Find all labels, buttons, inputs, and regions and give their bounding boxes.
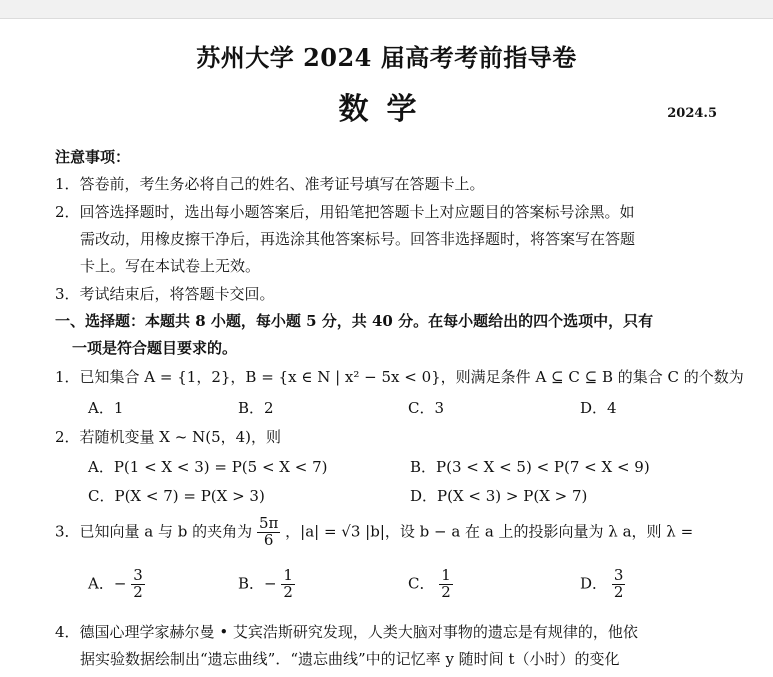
option-fraction bbox=[439, 568, 453, 601]
exam-title: 苏州大学 2024 届高考考前指导卷 bbox=[196, 43, 577, 72]
q2-option-b: B．P(3 < X < 5) < P(7 < X < 9) bbox=[410, 458, 650, 476]
q3-angle-fraction bbox=[257, 516, 280, 549]
notice-heading: 注意事项： bbox=[55, 148, 131, 166]
q2-option-c: C．P(X < 7) = P(X > 3) bbox=[88, 487, 265, 505]
notice-item: 2．回答选择题时，选出每小题答案后，用铅笔把答题卡上对应题目的答案标号涂黑。如 bbox=[55, 203, 635, 221]
notice-item: 卡上。写在本试卷上无效。 bbox=[80, 257, 261, 275]
question-2-stem: 2．若随机变量 X ~ N(5，4)，则 bbox=[55, 428, 282, 446]
exam-subject: 数学 bbox=[338, 92, 435, 127]
q3-option-c bbox=[408, 568, 453, 601]
fraction-denominator: 2 bbox=[133, 582, 143, 601]
q3-stem-part-a: 3．已知向量 a 与 b 的夹角为 bbox=[55, 522, 253, 541]
option-label: B． bbox=[238, 574, 265, 593]
option-fraction bbox=[612, 568, 626, 601]
question-4-line-1: 4．德国心理学家赫尔曼 • 艾宾浩斯研究发现，人类大脑对事物的遗忘是有规律的，他依 bbox=[55, 623, 638, 641]
q3-option-a bbox=[88, 568, 145, 601]
q3-angle-numerator: 5π bbox=[258, 514, 279, 532]
exam-date: 2024.5 bbox=[667, 106, 717, 121]
browser-top-bar bbox=[0, 0, 773, 19]
q1-option-b: B．2 bbox=[238, 399, 274, 417]
q2-option-d: D．P(X < 3) > P(X > 7) bbox=[410, 487, 588, 505]
q2-option-a: A．P(1 < X < 3) = P(5 < X < 7) bbox=[88, 458, 328, 476]
q3-stem-part-b: ，|a| = √3 |b|，设 b − a 在 a 上的投影向量为 λ a，则 λ = bbox=[285, 522, 694, 541]
fraction-denominator: 2 bbox=[613, 582, 624, 601]
q3-angle-denominator: 6 bbox=[263, 530, 274, 549]
fraction-numerator: 1 bbox=[441, 566, 451, 584]
notice-item: 需改动，用橡皮擦干净后，再选涂其他答案标号。回答非选择题时，将答案写在答题 bbox=[80, 230, 636, 248]
option-fraction bbox=[131, 568, 145, 601]
option-label: D． bbox=[580, 574, 608, 593]
option-sign: − bbox=[113, 574, 127, 593]
q1-option-a: A．1 bbox=[88, 399, 124, 417]
option-label: A． bbox=[88, 574, 114, 593]
fraction-numerator: 3 bbox=[613, 566, 624, 584]
notice-item: 1．答卷前，考生务必将自己的姓名、准考证号填写在答题卡上。 bbox=[55, 175, 485, 193]
section-heading-cont: 一项是符合题目要求的。 bbox=[72, 339, 238, 357]
question-4-line-2: 据实验数据绘制出“遗忘曲线”．“遗忘曲线”中的记忆率 y 随时间 t（小时）的变化 bbox=[80, 650, 620, 668]
option-fraction bbox=[281, 568, 295, 601]
question-1-stem: 1．已知集合 A = {1，2}，B = {x ∈ N | x² − 5x < 0}，则满足条件 A ⊆ C ⊆ B 的集合 C 的个数为 bbox=[55, 368, 744, 386]
notice-item: 3．考试结束后，将答题卡交回。 bbox=[55, 285, 275, 303]
q1-option-c: C．3 bbox=[408, 399, 445, 417]
fraction-denominator: 2 bbox=[441, 582, 451, 601]
option-sign: − bbox=[264, 574, 277, 593]
q1-option-d: D．4 bbox=[580, 399, 617, 417]
option-label: C． bbox=[408, 574, 435, 593]
fraction-numerator: 1 bbox=[283, 566, 293, 584]
fraction-numerator: 3 bbox=[133, 566, 143, 584]
section-heading: 一、选择题：本题共 8 小题，每小题 5 分，共 40 分。在每小题给出的四个选项中，只有 bbox=[55, 312, 654, 330]
question-3-stem bbox=[55, 516, 693, 549]
q3-option-d bbox=[580, 568, 625, 601]
fraction-denominator: 2 bbox=[283, 582, 293, 601]
q3-option-b bbox=[238, 568, 295, 601]
